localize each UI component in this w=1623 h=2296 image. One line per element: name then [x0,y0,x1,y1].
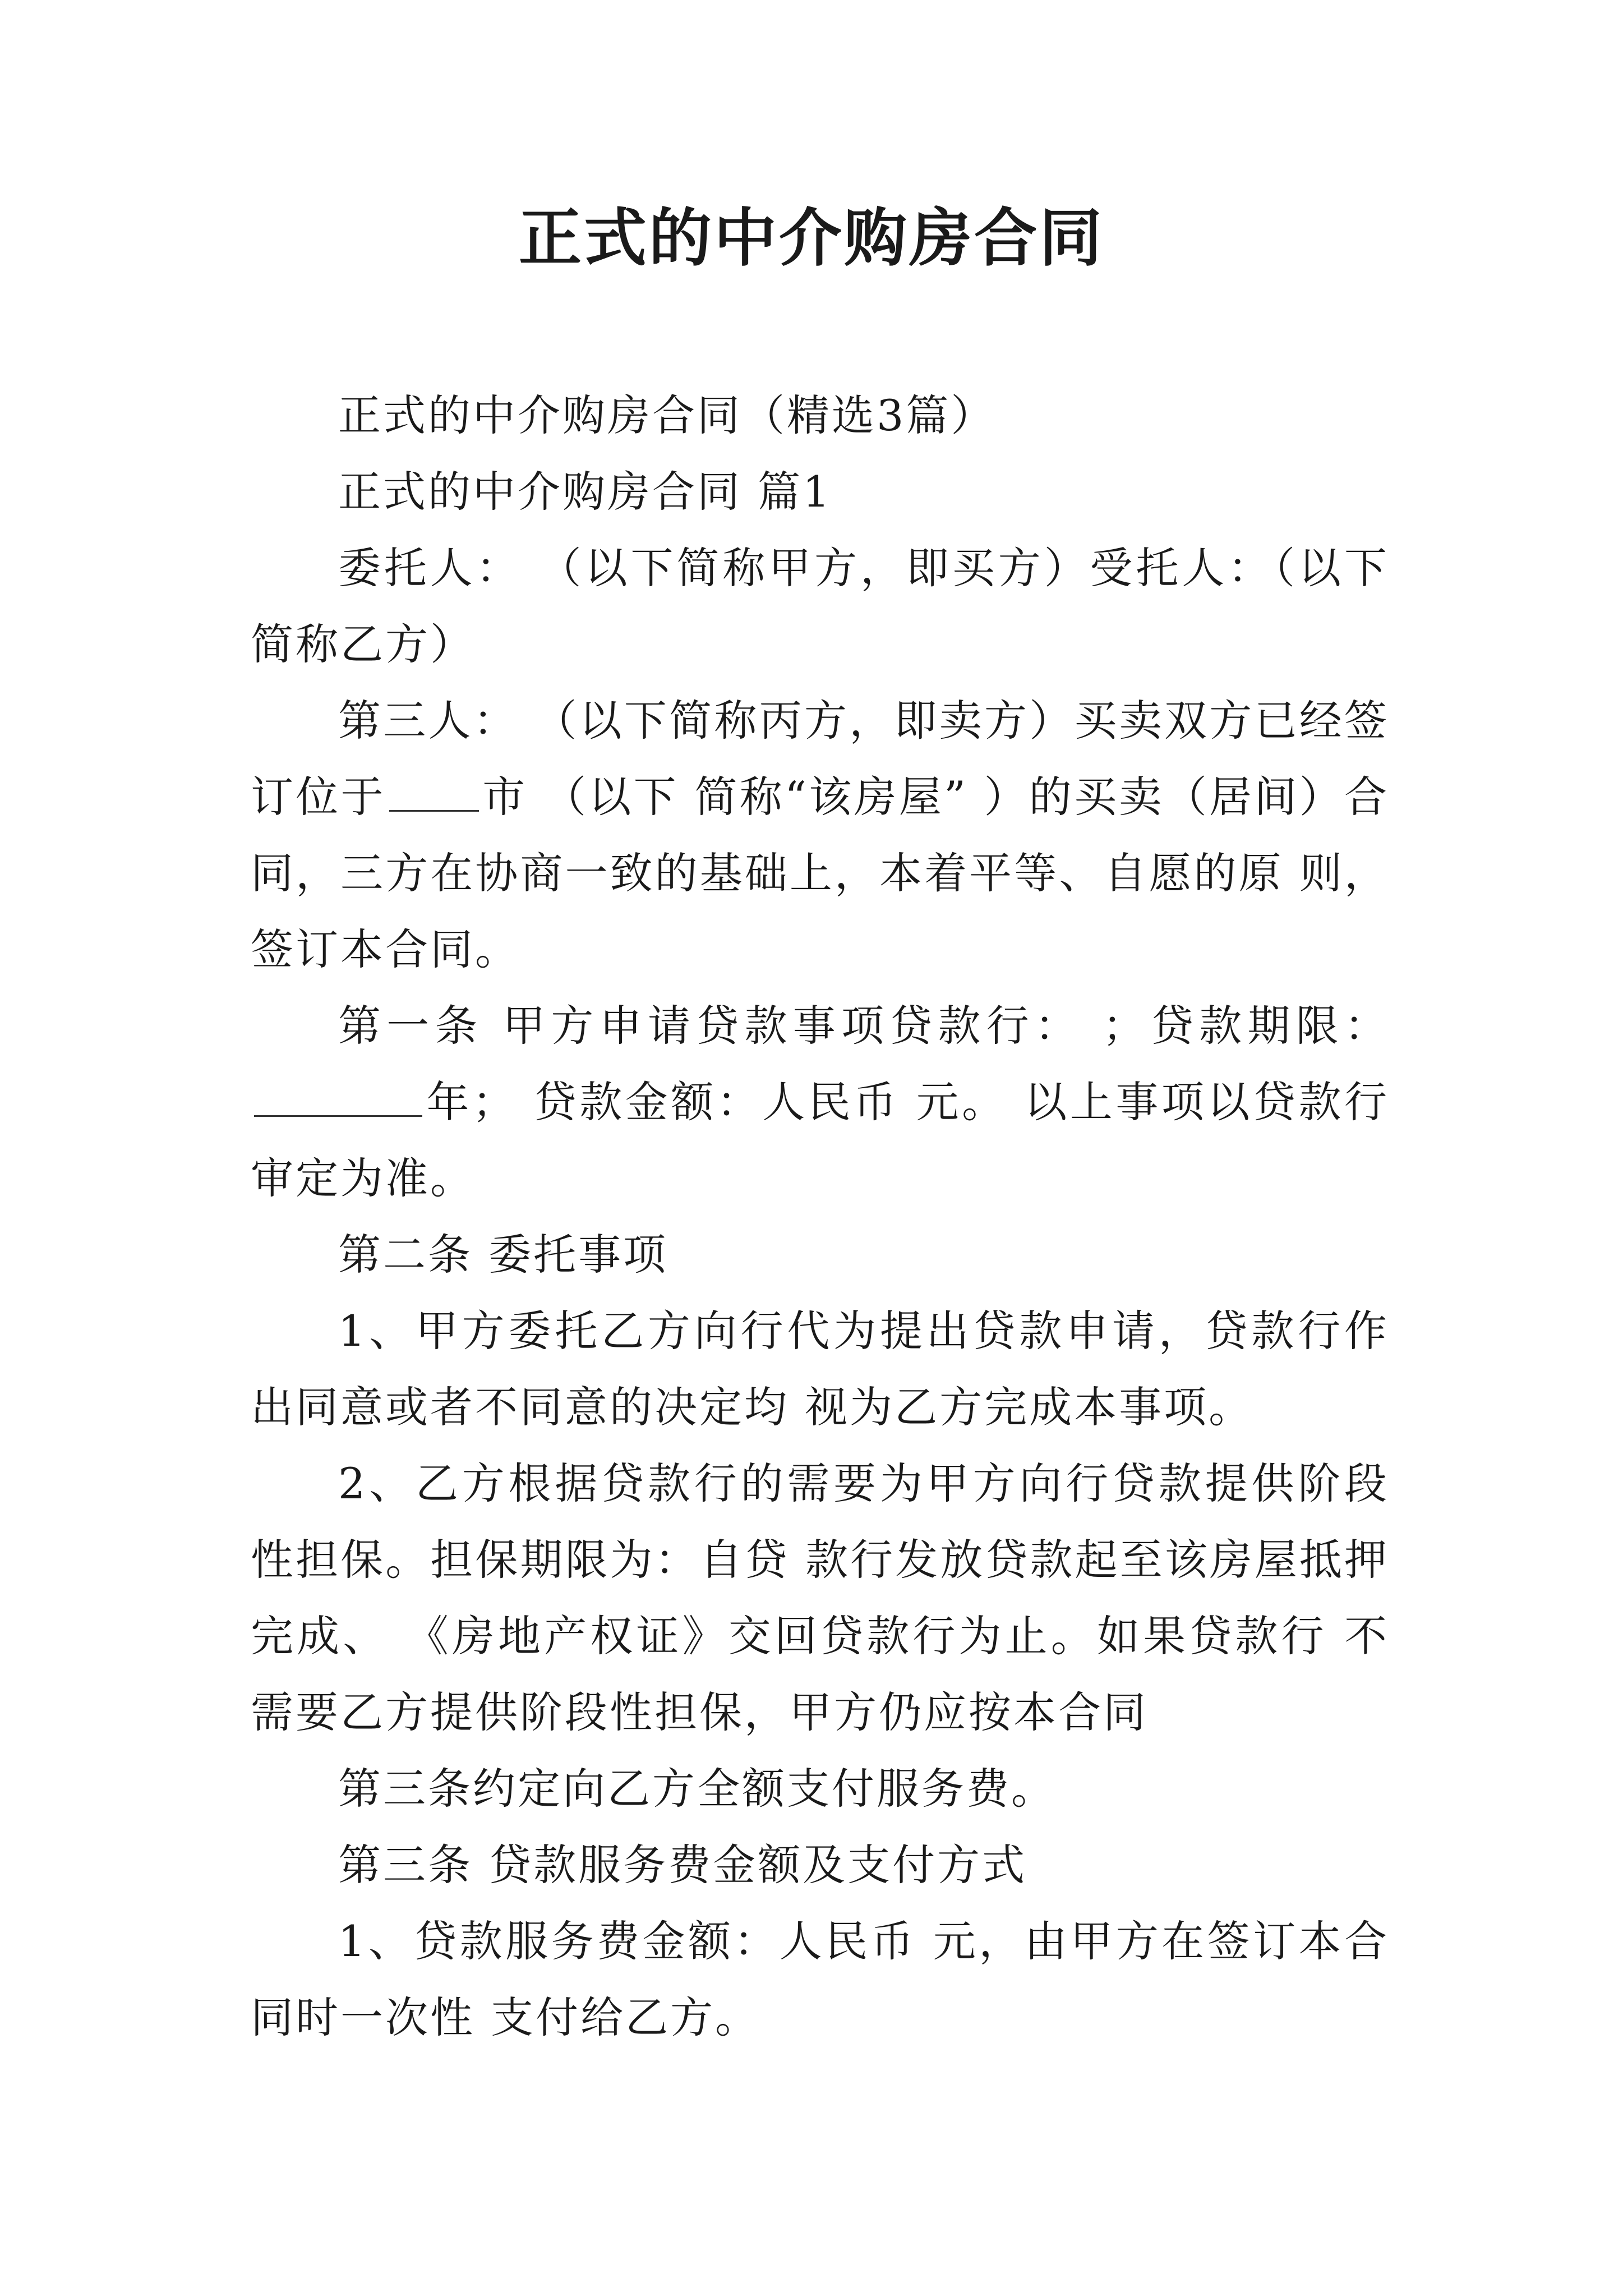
document-body [251,378,1389,2056]
article-2-item-1: 1、甲方委托乙方向行代为提出贷款申请，贷款行作出同意或者不同意的决定均 视为乙方完成本事项。 [251,1306,1389,1432]
section-heading: 正式的中介购房合同 篇1 [338,467,832,517]
document-subtitle: 正式的中介购房合同（精选3篇） [338,390,996,440]
article-2-item-2: 2、乙方根据贷款行的需要为甲方向行贷款提供阶段性担保。担保期限为：自贷 款行发放贷款起至该房屋抵押完成、 《房地产权证》交回贷款行为止。如果贷款行 不需要乙方提供阶段性担保，甲方仍应按本合同 [251,1458,1389,1737]
third-party-text-1: 第三人： （以下简称丙方，即卖方）买卖双方已经签订位于 [251,696,1389,822]
third-party-paragraph [251,683,1389,988]
document-title: 正式的中介购房合同 [519,201,1104,275]
loan-term-blank [254,1073,422,1117]
article-3-heading: 第三条 贷款服务费金额及支付方式 [338,1840,1027,1890]
article-2-heading: 第二条 委托事项 [338,1230,668,1280]
article-2-tail: 第三条约定向乙方全额支付服务费。 [338,1764,1056,1814]
third-party-text-2: 市 （以下 简称“该房屋” ）的买卖（居间）合同，三方在协商一致的基础上，本着平等、自愿的原 则，签订本合同。 [251,772,1389,974]
article-1-text-1: 第一条 甲方申请贷款事项贷款行： ；贷款期限： [338,1001,1389,1051]
article-1-paragraph [251,988,1389,1217]
article-1-text-2: 年； 贷款金额：人民币 元。 以上事项以贷款行审定为准。 [251,1077,1389,1203]
article-3-item-1: 1、贷款服务费金额：人民币 元，由甲方在签订本合同时一次性 支付给乙方。 [251,1916,1389,2042]
city-blank [389,767,479,812]
parties-paragraph: 委托人： （以下简称甲方，即买方）受托人：（以下简称乙方） [251,543,1389,669]
